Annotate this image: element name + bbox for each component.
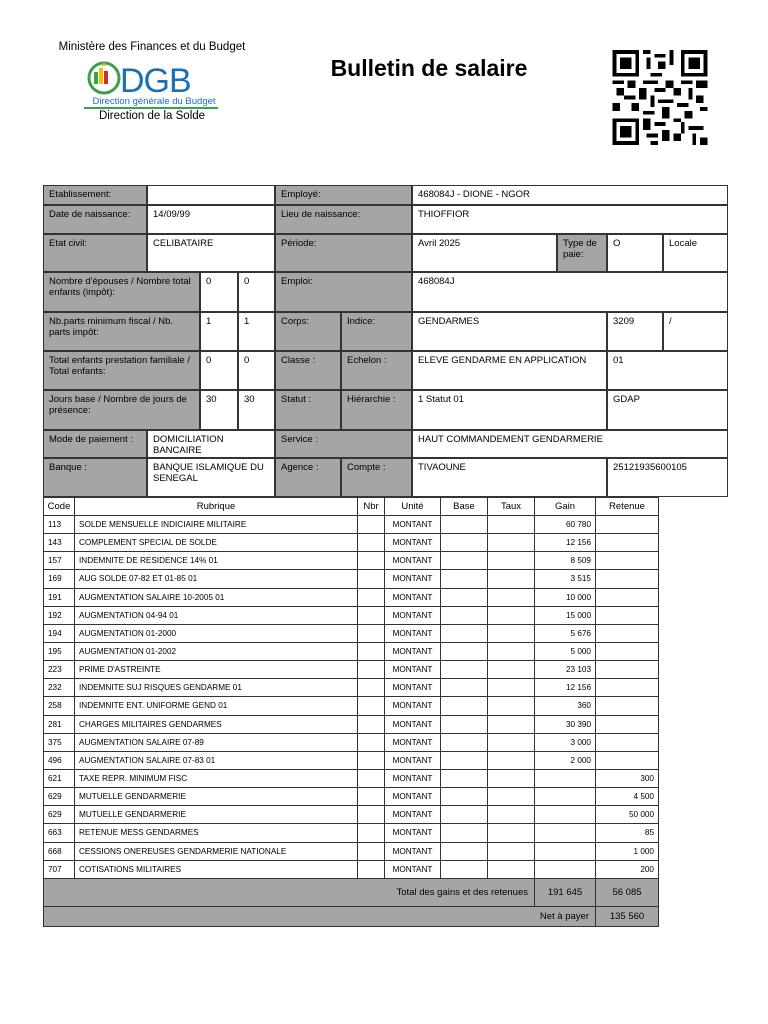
total-row — [44, 878, 659, 906]
row-rubrique: COMPLEMENT SPECIAL DE SOLDE — [75, 534, 358, 552]
type-paie-extra: Locale — [663, 234, 728, 272]
row-rubrique: AUGMENTATION SALAIRE 07-89 — [75, 733, 358, 751]
row-taux — [488, 769, 535, 787]
net-row — [44, 906, 659, 926]
corps-value: GENDARMES — [412, 312, 607, 351]
parts-value-1: 1 — [200, 312, 238, 351]
row-rubrique: AUGMENTATION 01-2000 — [75, 624, 358, 642]
row-base — [441, 588, 488, 606]
naissance-label: Date de naissance: — [43, 205, 147, 234]
row-retenue — [596, 516, 659, 534]
compte-value: 25121935600105 — [607, 458, 728, 497]
row-unite: MONTANT — [385, 788, 441, 806]
jours-value-1: 30 — [200, 390, 238, 430]
total-retenue: 56 085 — [596, 878, 659, 906]
table-row — [44, 606, 659, 624]
row-base — [441, 642, 488, 660]
row-unite: MONTANT — [385, 534, 441, 552]
enfants-value-2: 0 — [238, 351, 275, 390]
row-unite: MONTANT — [385, 516, 441, 534]
lieu-naissance-label: Lieu de naissance: — [275, 205, 412, 234]
row-gain — [535, 860, 596, 878]
naissance-value: 14/09/99 — [147, 205, 275, 234]
row-base — [441, 606, 488, 624]
row-rubrique: AUGMENTATION 01-2002 — [75, 642, 358, 660]
row-base — [441, 824, 488, 842]
row-unite: MONTANT — [385, 806, 441, 824]
row-nbr — [358, 606, 385, 624]
table-row — [44, 733, 659, 751]
header-code: Code — [44, 498, 75, 516]
table-row — [44, 751, 659, 769]
table-row — [44, 715, 659, 733]
row-base — [441, 570, 488, 588]
compte-label: Compte : — [341, 458, 412, 497]
row-gain: 3 515 — [535, 570, 596, 588]
row-code: 232 — [44, 679, 75, 697]
row-taux — [488, 606, 535, 624]
row-retenue: 85 — [596, 824, 659, 842]
row-nbr — [358, 824, 385, 842]
qr-code-icon — [610, 50, 710, 145]
row-retenue — [596, 642, 659, 660]
row-rubrique: SOLDE MENSUELLE INDICIAIRE MILITAIRE — [75, 516, 358, 534]
row-unite: MONTANT — [385, 842, 441, 860]
row-base — [441, 516, 488, 534]
row-base — [441, 552, 488, 570]
table-row — [44, 788, 659, 806]
row-nbr — [358, 788, 385, 806]
row-unite: MONTANT — [385, 552, 441, 570]
row-unite: MONTANT — [385, 769, 441, 787]
banque-label: Banque : — [43, 458, 147, 497]
logo-text: DGB — [120, 62, 191, 100]
enfants-value-1: 0 — [200, 351, 238, 390]
row-retenue: 4 500 — [596, 788, 659, 806]
header-base: Base — [441, 498, 488, 516]
row-gain: 2 000 — [535, 751, 596, 769]
etablissement-value — [147, 185, 275, 205]
row-unite: MONTANT — [385, 661, 441, 679]
row-code: 192 — [44, 606, 75, 624]
row-base — [441, 697, 488, 715]
agence-label: Agence : — [275, 458, 341, 497]
table-header-row — [44, 498, 659, 516]
row-code: 195 — [44, 642, 75, 660]
row-taux — [488, 860, 535, 878]
row-retenue — [596, 534, 659, 552]
row-base — [441, 534, 488, 552]
row-code: 496 — [44, 751, 75, 769]
table-row — [44, 661, 659, 679]
corps-label: Corps: — [275, 312, 341, 351]
employe-label: Employé: — [275, 185, 412, 205]
row-retenue — [596, 570, 659, 588]
row-code: 668 — [44, 842, 75, 860]
row-retenue — [596, 751, 659, 769]
banque-value: BANQUE ISLAMIQUE DU SENEGAL — [147, 458, 275, 497]
service-label: Service : — [275, 430, 412, 458]
row-code: 143 — [44, 534, 75, 552]
row-base — [441, 769, 488, 787]
row-code: 194 — [44, 624, 75, 642]
table-row — [44, 842, 659, 860]
pay-items-body — [44, 516, 659, 879]
row-base — [441, 679, 488, 697]
table-row — [44, 552, 659, 570]
direction-name: Direction de la Solde — [98, 110, 206, 122]
row-rubrique: AUGMENTATION SALAIRE 10-2005 01 — [75, 588, 358, 606]
table-row — [44, 624, 659, 642]
table-row — [44, 769, 659, 787]
statut-label: Statut : — [275, 390, 341, 430]
row-nbr — [358, 733, 385, 751]
row-retenue — [596, 733, 659, 751]
row-rubrique: INDEMNITE DE RESIDENCE 14% 01 — [75, 552, 358, 570]
table-row — [44, 806, 659, 824]
row-retenue — [596, 697, 659, 715]
row-nbr — [358, 842, 385, 860]
row-rubrique: MUTUELLE GENDARMERIE — [75, 806, 358, 824]
row-unite: MONTANT — [385, 624, 441, 642]
row-taux — [488, 733, 535, 751]
etat-civil-label: Etat civil: — [43, 234, 147, 272]
net-value: 135 560 — [596, 906, 659, 926]
row-taux — [488, 715, 535, 733]
row-rubrique: TAXE REPR. MINIMUM FISC — [75, 769, 358, 787]
row-rubrique: MUTUELLE GENDARMERIE — [75, 788, 358, 806]
indice-label: Indice: — [341, 312, 412, 351]
header-rubrique: Rubrique — [75, 498, 358, 516]
epouses-value-2: 0 — [238, 272, 275, 312]
type-paie-label: Type de paie: — [557, 234, 607, 272]
row-code: 281 — [44, 715, 75, 733]
type-paie-value: O — [607, 234, 663, 272]
row-gain: 12 156 — [535, 679, 596, 697]
row-rubrique: AUGMENTATION SALAIRE 07-83 01 — [75, 751, 358, 769]
row-retenue — [596, 715, 659, 733]
row-gain: 360 — [535, 697, 596, 715]
table-row — [44, 679, 659, 697]
row-rubrique: CESSIONS ONEREUSES GENDARMERIE NATIONALE — [75, 842, 358, 860]
row-rubrique: AUG SOLDE 07-82 ET 01-85 01 — [75, 570, 358, 588]
row-unite: MONTANT — [385, 642, 441, 660]
row-taux — [488, 552, 535, 570]
row-gain: 12 156 — [535, 534, 596, 552]
row-code: 375 — [44, 733, 75, 751]
row-gain: 3 000 — [535, 733, 596, 751]
row-code: 191 — [44, 588, 75, 606]
row-taux — [488, 806, 535, 824]
etat-civil-value: CELIBATAIRE — [147, 234, 275, 272]
row-nbr — [358, 642, 385, 660]
row-gain — [535, 824, 596, 842]
document-title: Bulletin de salaire — [330, 55, 528, 81]
table-row — [44, 588, 659, 606]
row-retenue — [596, 606, 659, 624]
row-retenue — [596, 661, 659, 679]
row-gain — [535, 769, 596, 787]
row-nbr — [358, 715, 385, 733]
jours-label: Jours base / Nombre de jours de présence: — [43, 390, 200, 430]
row-unite: MONTANT — [385, 751, 441, 769]
row-gain: 5 676 — [535, 624, 596, 642]
row-code: 663 — [44, 824, 75, 842]
jours-value-2: 30 — [238, 390, 275, 430]
row-nbr — [358, 860, 385, 878]
service-value: HAUT COMMANDEMENT GENDARMERIE — [412, 430, 728, 458]
row-base — [441, 624, 488, 642]
hierarchie-label: Hiérarchie : — [341, 390, 412, 430]
row-base — [441, 860, 488, 878]
row-code: 157 — [44, 552, 75, 570]
row-nbr — [358, 751, 385, 769]
total-label: Total des gains et des retenues — [44, 878, 535, 906]
row-taux — [488, 751, 535, 769]
mode-paiement-value: DOMICILIATION BANCAIRE — [147, 430, 275, 458]
row-base — [441, 806, 488, 824]
row-nbr — [358, 661, 385, 679]
row-retenue: 200 — [596, 860, 659, 878]
row-nbr — [358, 679, 385, 697]
row-taux — [488, 679, 535, 697]
table-row — [44, 534, 659, 552]
parts-label: Nb.parts minimum fiscal / Nb. parts impôt: — [43, 312, 200, 351]
parts-value-2: 1 — [238, 312, 275, 351]
header-taux: Taux — [488, 498, 535, 516]
row-gain: 60 780 — [535, 516, 596, 534]
emploi-label: Emploi: — [275, 272, 412, 312]
table-row — [44, 516, 659, 534]
row-retenue: 50 000 — [596, 806, 659, 824]
header-retenue: Retenue — [596, 498, 659, 516]
row-gain — [535, 806, 596, 824]
row-taux — [488, 788, 535, 806]
row-nbr — [358, 806, 385, 824]
hierarchie-value: GDAP — [607, 390, 728, 430]
table-row — [44, 824, 659, 842]
row-base — [441, 788, 488, 806]
header-nbr: Nbr — [358, 498, 385, 516]
indice-value: 3209 — [607, 312, 663, 351]
periode-value: Avril 2025 — [412, 234, 557, 272]
row-retenue — [596, 679, 659, 697]
row-nbr — [358, 624, 385, 642]
echelon-label: Echelon : — [341, 351, 412, 390]
row-taux — [488, 534, 535, 552]
row-gain: 10 000 — [535, 588, 596, 606]
etablissement-label: Etablissement: — [43, 185, 147, 205]
row-unite: MONTANT — [385, 824, 441, 842]
row-code: 223 — [44, 661, 75, 679]
row-retenue — [596, 588, 659, 606]
row-nbr — [358, 588, 385, 606]
logo-subtitle: Direction générale du Budget — [92, 96, 216, 107]
row-unite: MONTANT — [385, 715, 441, 733]
employee-info-grid — [43, 185, 728, 497]
row-taux — [488, 642, 535, 660]
row-unite: MONTANT — [385, 697, 441, 715]
row-retenue — [596, 552, 659, 570]
enfants-label: Total enfants prestation familiale / Total enfants: — [43, 351, 200, 390]
periode-label: Période: — [275, 234, 412, 272]
row-gain: 30 390 — [535, 715, 596, 733]
table-row — [44, 570, 659, 588]
row-retenue: 1 000 — [596, 842, 659, 860]
row-rubrique: CHARGES MILITAIRES GENDARMES — [75, 715, 358, 733]
row-base — [441, 842, 488, 860]
row-unite: MONTANT — [385, 733, 441, 751]
total-gain: 191 645 — [535, 878, 596, 906]
classe-value: ELEVE GENDARME EN APPLICATION — [412, 351, 607, 390]
row-rubrique: COTISATIONS MILITAIRES — [75, 860, 358, 878]
row-nbr — [358, 769, 385, 787]
pay-items-table — [43, 497, 659, 927]
row-code: 629 — [44, 806, 75, 824]
row-unite: MONTANT — [385, 588, 441, 606]
row-unite: MONTANT — [385, 606, 441, 624]
row-gain: 23 103 — [535, 661, 596, 679]
employe-value: 468084J - DIONE - NGOR — [412, 185, 728, 205]
row-nbr — [358, 697, 385, 715]
row-rubrique: INDEMNITE ENT. UNIFORME GEND 01 — [75, 697, 358, 715]
row-gain: 15 000 — [535, 606, 596, 624]
ministry-name: Ministère des Finances et du Budget — [58, 41, 246, 53]
row-code: 113 — [44, 516, 75, 534]
row-retenue: 300 — [596, 769, 659, 787]
classe-label: Classe : — [275, 351, 341, 390]
row-base — [441, 751, 488, 769]
row-taux — [488, 588, 535, 606]
header-gain: Gain — [535, 498, 596, 516]
row-code: 621 — [44, 769, 75, 787]
row-gain: 8 509 — [535, 552, 596, 570]
row-base — [441, 733, 488, 751]
row-code: 258 — [44, 697, 75, 715]
net-label: Net à payer — [44, 906, 596, 926]
row-code: 169 — [44, 570, 75, 588]
row-nbr — [358, 570, 385, 588]
row-taux — [488, 824, 535, 842]
row-nbr — [358, 516, 385, 534]
lieu-naissance-value: THIOFFIOR — [412, 205, 728, 234]
row-unite: MONTANT — [385, 679, 441, 697]
epouses-value-1: 0 — [200, 272, 238, 312]
row-rubrique: INDEMNITE SUJ RISQUES GENDARME 01 — [75, 679, 358, 697]
header-unite: Unité — [385, 498, 441, 516]
epouses-label: Nombre d'épouses / Nombre total enfants (impôt): — [43, 272, 200, 312]
row-retenue — [596, 624, 659, 642]
mode-paiement-label: Mode de paiement : — [43, 430, 147, 458]
row-taux — [488, 516, 535, 534]
logo-underline — [84, 107, 218, 109]
row-nbr — [358, 552, 385, 570]
agence-value: TIVAOUNE — [412, 458, 607, 497]
row-unite: MONTANT — [385, 860, 441, 878]
row-base — [441, 715, 488, 733]
row-rubrique: PRIME D'ASTREINTE — [75, 661, 358, 679]
indice-extra: / — [663, 312, 728, 351]
row-gain — [535, 788, 596, 806]
row-code: 707 — [44, 860, 75, 878]
statut-value: 1 Statut 01 — [412, 390, 607, 430]
row-gain: 5 000 — [535, 642, 596, 660]
row-taux — [488, 842, 535, 860]
logo-emblem — [89, 62, 119, 93]
row-gain — [535, 842, 596, 860]
row-taux — [488, 697, 535, 715]
row-rubrique: RETENUE MESS GENDARMES — [75, 824, 358, 842]
row-taux — [488, 570, 535, 588]
row-nbr — [358, 534, 385, 552]
row-taux — [488, 624, 535, 642]
row-rubrique: AUGMENTATION 04-94 01 — [75, 606, 358, 624]
row-taux — [488, 661, 535, 679]
row-unite: MONTANT — [385, 570, 441, 588]
table-row — [44, 642, 659, 660]
table-row — [44, 860, 659, 878]
echelon-value: 01 — [607, 351, 728, 390]
table-row — [44, 697, 659, 715]
row-code: 629 — [44, 788, 75, 806]
emploi-value: 468084J — [412, 272, 728, 312]
row-base — [441, 661, 488, 679]
